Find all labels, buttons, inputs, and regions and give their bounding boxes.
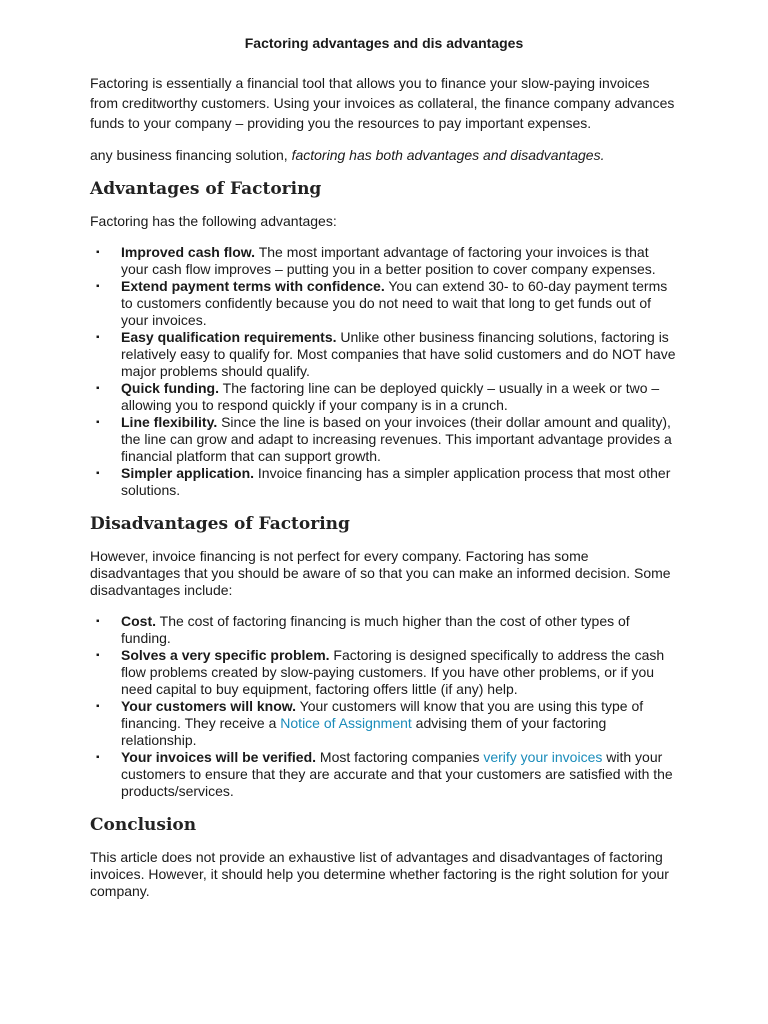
verify-invoices-link[interactable]: verify your invoices [483,749,603,765]
item-text: You can extend 30- to 60-day payment terms to customers confidently because you do not need to wait that long to get funds out of your invoices. [121,278,668,328]
item-label: Easy qualification requirements. [121,329,337,345]
list-item [90,380,678,414]
bullet-icon: ▪ [96,650,100,661]
item-text: Unlike other business financing solutions, factoring is relatively easy to qualify for. Most companies that have solid customers and do NOT have major problems should qualify. [121,329,676,379]
item-text: advising them of your factoring relationship. [121,715,607,748]
advantages-list [90,244,678,499]
list-item [90,278,678,329]
bullet-icon: ▪ [96,468,100,479]
bullet-icon: ▪ [96,281,100,292]
bullet-icon: ▪ [96,247,100,258]
disadvantages-list [90,613,678,800]
bullet-icon: ▪ [96,332,100,343]
list-item [90,414,678,465]
intro-paragraph: Factoring is essentially a financial tool that allows you to finance your slow-paying invoices from creditworthy customers. Using your invoices as collateral, the finance company advances funds to your company – providing you the resources to pay important expenses. [90,75,675,131]
item-text: The cost of factoring financing is much higher than the cost of other types of funding. [121,613,630,646]
list-item [90,244,678,278]
item-text: Factoring is designed specifically to address the cash flow problems created by slow-paying customers. If you have other problems, or if you need capital to buy equipment, factoring offers little (if any) help. [121,647,665,697]
bullet-icon: ▪ [96,417,100,428]
summary-note-text: any business financing solution, [90,147,292,163]
advantages-lead: Factoring has the following advantages: [90,213,337,229]
item-label: Quick funding. [121,380,219,396]
bullet-icon: ▪ [96,616,100,627]
item-text: with your customers to ensure that they are accurate and that your customers are satisfied with the products/services. [121,749,673,799]
advantages-heading: Advantages of Factoring [90,179,322,199]
list-item [90,613,678,647]
list-item [90,647,678,698]
summary-note [90,146,678,164]
list-item [90,749,678,800]
conclusion-paragraph: This article does not provide an exhaustive list of advantages and disadvantages of factoring invoices. However, it should help you determine whether factoring is the right solution for your company. [90,849,669,899]
item-text: Invoice financing has a simpler application process that most other solutions. [121,465,671,498]
bullet-icon: ▪ [96,701,100,712]
item-label: Solves a very specific problem. [121,647,330,663]
item-text: Most factoring companies [316,749,484,765]
disadvantages-heading: Disadvantages of Factoring [90,514,350,534]
item-text: Your customers will know that you are using this type of financing. They receive a [121,698,644,731]
conclusion-heading: Conclusion [90,815,197,835]
item-label: Improved cash flow. [121,244,256,260]
summary-note-italic: factoring has both advantages and disadvantages. [291,147,605,163]
item-label: Cost. [121,613,156,629]
list-item [90,329,678,380]
document-title: Factoring advantages and dis advantages [244,35,524,51]
list-item [90,465,678,499]
notice-of-assignment-link[interactable]: Notice of Assignment [280,715,412,731]
disadvantages-lead: However, invoice financing is not perfect for every company. Factoring has some disadvantages that you should be aware of so that you can make an informed decision. Some disadvantages include: [90,548,671,598]
item-text: The factoring line can be deployed quickly – usually in a week or two – allowing you to respond quickly if your company is in a crunch. [121,380,660,413]
bullet-icon: ▪ [96,752,100,763]
list-item [90,698,678,749]
item-label: Extend payment terms with confidence. [121,278,385,294]
item-text: Since the line is based on your invoices (their dollar amount and quality), the line can grow and adapt to increasing revenues. This important advantage provides a financial platform that can support growth. [121,414,672,464]
item-label: Simpler application. [121,465,255,481]
item-label: Your invoices will be verified. [121,749,317,765]
item-text: The most important advantage of factoring your invoices is that your cash flow improves – putting you in a better position to cover company expenses. [121,244,656,277]
item-label: Your customers will know. [121,698,297,714]
bullet-icon: ▪ [96,383,100,394]
item-label: Line flexibility. [121,414,218,430]
